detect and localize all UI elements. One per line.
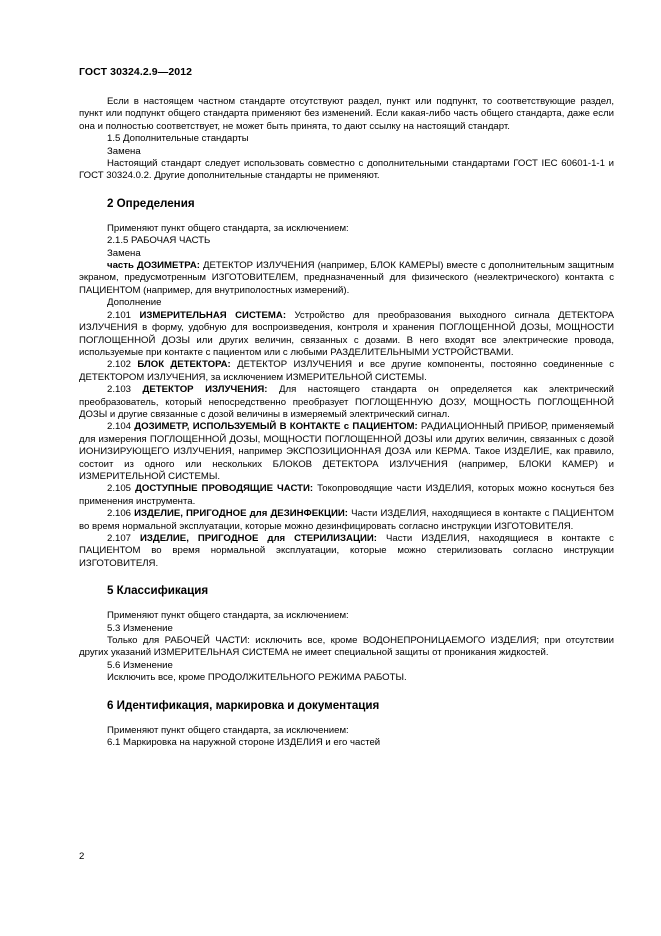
- term: ДЕТЕКТОР ИЗЛУЧЕНИЯ:: [142, 384, 268, 396]
- definition-2-105: [79, 483, 614, 508]
- definition-text: Устройство для преобразования выходного сигнала ДЕТЕКТОРА ИЗЛУЧЕНИЯ в форму, удобную для воспроизведения, контроля и хранения ПОГЛОЩЕННОЙ ДОЗЫ, МОЩНОСТИ ПОГЛОЩЕННОЙ ДОЗЫ или других величин, связанных с дозами. В него входят все электрические провода, используемые при контакте с пациентом или с любыми РАЗДЕЛИТЕЛЬНЫМИ УСТРОЙСТВАМИ.: [79, 309, 614, 358]
- definition-text: Части ИЗДЕЛИЯ, находящиеся в контакте с ПАЦИЕНТОМ во время нормальной эксплуатации, которые можно стерилизовать согласно инструкции ИЗГОТОВИТЕЛЯ.: [79, 533, 614, 569]
- intro-paragraph-2: Настоящий стандарт следует использовать совместно с дополнительными стандартами ГОСТ IEC 60601-1-1 и ГОСТ 30324.0.2. Другие дополнительные стандарты не применяют.: [79, 158, 614, 182]
- clause-2-1-5: 2.1.5 РАБОЧАЯ ЧАСТЬ: [107, 235, 211, 247]
- section-2-title: 2 Определения: [107, 196, 195, 210]
- addition-label: Дополнение: [107, 297, 162, 309]
- clause-number: 2.103: [107, 384, 143, 396]
- intro-paragraph: Если в настоящем частном стандарте отсутствуют раздел, пункт или подпункт, то соответствующие раздел, пункт или подпункт общего стандарта применяют без изменений. Если какая-либо часть общего стандарта, даже если она и полностью соответствует, не может быть принята, то дают ссылку на настоящий стандарт.: [79, 96, 614, 132]
- clause-number: 2.107: [107, 533, 141, 544]
- section-2-apply: Применяют пункт общего стандарта, за исключением:: [107, 222, 349, 234]
- clause-6-1: 6.1 Маркировка на наружной стороне ИЗДЕЛИЯ и его частей: [107, 737, 381, 749]
- definition-2-101: [79, 310, 614, 360]
- clause-number: 2.105: [107, 483, 136, 495]
- section-6-apply: Применяют пункт общего стандарта, за исключением:: [107, 724, 349, 736]
- clause-1-5: 1.5 Дополнительные стандарты: [107, 133, 249, 145]
- definition-text: ДЕТЕКТОР ИЗЛУЧЕНИЯ (например, БЛОК КАМЕРЫ) вместе с дополнительным защитным экраном, предусмотренным ИЗГОТОВИТЕЛЕМ, предназначенный для физического (неэлектрического) контакта с ПАЦИЕНТОМ (например, для внутриполостных измерений).: [79, 260, 614, 296]
- section-6-title: 6 Идентификация, маркировка и документация: [107, 698, 380, 712]
- term: ИЗМЕРИТЕЛЬНАЯ СИСТЕМА:: [139, 309, 287, 321]
- definition-text: Для настоящего стандарта он определяется как электрический преобразователь, который непосредственно преобразует ПОГЛОЩЕННУЮ ДОЗУ, МОЩНОСТЬ ПОГЛОЩЕННОЙ ДОЗЫ и другие связанные с дозой величины в измеряемый электрический сигнал.: [79, 384, 615, 420]
- document-header: ГОСТ 30324.2.9—2012: [79, 66, 193, 78]
- definition-2-104: [79, 421, 614, 483]
- definition-text: ДЕТЕКТОР ИЗЛУЧЕНИЯ и все другие компоненты, постоянно соединенные с ДЕТЕКТОРОМ ИЗЛУЧЕНИЯ, за исключением ИЗМЕРИТЕЛЬНОЙ СИСТЕМЫ.: [79, 359, 614, 383]
- definition-2-106: [79, 508, 614, 533]
- definition-text: РАДИАЦИОННЫЙ ПРИБОР, применяемый для измерения ПОГЛОЩЕННОЙ ДОЗЫ, МОЩНОСТИ ПОГЛОЩЕННОЙ ДОЗЫ или других величин, связанных с дозой ИОНИЗИРУЮЩЕГО ИЗЛУЧЕНИЯ, например ЭКСПОЗИЦИОННАЯ ДОЗА или КЕРМА. Такое ИЗДЕЛИЕ, как правило, состоит из одного или нескольких БЛОКОВ ДЕТЕКТОРА ИЗЛУЧЕНИЯ (например, БЛОКИ КАМЕР) и ИЗМЕРИТЕЛЬНОЙ СИСТЕМЫ.: [79, 421, 614, 482]
- definition-2-1-5: [79, 260, 614, 297]
- clause-number: 2.102: [107, 359, 138, 371]
- clause-5-3: 5.3 Изменение: [107, 622, 173, 634]
- term: ДОЗИМЕТР, ИСПОЛЬЗУЕМЫЙ В КОНТАКТЕ с ПАЦИЕНТОМ:: [134, 421, 418, 433]
- term: ИЗДЕЛИЕ, ПРИГОДНОЕ для СТЕРИЛИЗАЦИИ:: [140, 533, 377, 544]
- definition-2-103: [79, 384, 614, 421]
- clause-5-6: 5.6 Изменение: [107, 659, 173, 671]
- term: БЛОК ДЕТЕКТОРА:: [137, 359, 231, 371]
- replace-label: Замена: [107, 247, 141, 259]
- term: ДОСТУПНЫЕ ПРОВОДЯЩИЕ ЧАСТИ:: [135, 483, 314, 495]
- clause-number: 2.101: [107, 309, 140, 321]
- page-number: 2: [79, 851, 85, 862]
- definition-2-107: [79, 533, 614, 570]
- clause-5-6-text: Исключить все, кроме ПРОДОЛЖИТЕЛЬНОГО РЕЖИМА РАБОТЫ.: [107, 672, 407, 684]
- term: ИЗДЕЛИЕ, ПРИГОДНОЕ для ДЕЗИНФЕКЦИИ:: [134, 508, 348, 520]
- term: часть ДОЗИМЕТРА:: [107, 260, 200, 272]
- clause-number: 2.106: [107, 508, 135, 520]
- clause-number: 2.104: [107, 421, 135, 433]
- page-content: [79, 96, 614, 749]
- clause-5-3-text: Только для РАБОЧЕЙ ЧАСТИ: исключить все, кроме ВОДОНЕПРОНИЦАЕМОГО ИЗДЕЛИЯ; при отсутствии других указаний ИЗМЕРИТЕЛЬНАЯ СИСТЕМА не имеет специальной защиты от проникания жидкостей.: [79, 635, 614, 659]
- definition-text: Токопроводящие части ИЗДЕЛИЯ, которых можно коснуться без применения инструмента.: [79, 483, 614, 507]
- definition-text: Части ИЗДЕЛИЯ, находящиеся в контакте с ПАЦИЕНТОМ во время нормальной эксплуатации, которые можно дезинфицировать согласно инструкции ИЗГОТОВИТЕЛЯ.: [79, 508, 614, 532]
- section-5-apply: Применяют пункт общего стандарта, за исключением:: [107, 610, 349, 622]
- definition-2-102: [79, 359, 614, 384]
- replace-label: Замена: [107, 145, 141, 157]
- section-5-title: 5 Классификация: [107, 584, 209, 598]
